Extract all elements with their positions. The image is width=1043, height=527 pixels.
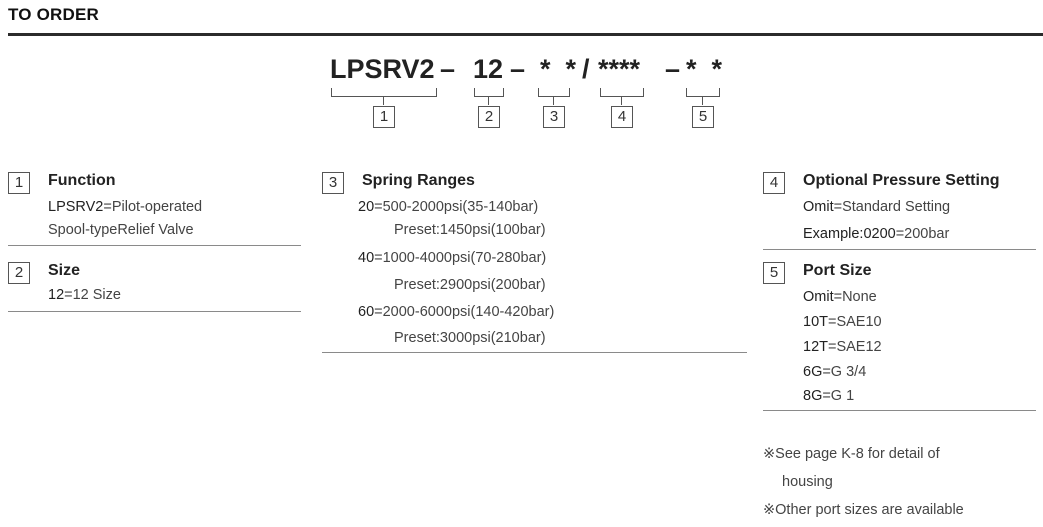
- bracket-1: [331, 88, 437, 97]
- pressure-marker: 4: [763, 172, 785, 194]
- bracket-stem-3: [553, 97, 554, 105]
- option-desc: =SAE10: [828, 314, 882, 330]
- option-code: 12: [48, 287, 65, 303]
- note-line-3: ※Other port sizes are available: [763, 502, 964, 518]
- pressure-divider: [763, 249, 1036, 250]
- option-desc: =G 1: [822, 388, 855, 404]
- spring-line-3: [358, 250, 546, 266]
- model-code-slash: /: [582, 54, 590, 84]
- bracket-stem-1: [383, 97, 384, 105]
- function-line-2: [48, 222, 194, 238]
- port-line-4: [803, 364, 866, 380]
- marker-4: 4: [611, 106, 633, 128]
- spring-line-1: [358, 199, 538, 215]
- model-code-part-5: * *: [686, 54, 723, 84]
- option-desc: =SAE12: [828, 339, 882, 355]
- bracket-5: [686, 88, 720, 97]
- port-marker: 5: [763, 262, 785, 284]
- model-code-part-4: ****: [598, 54, 641, 84]
- port-line-3: [803, 339, 882, 355]
- option-code: 20: [358, 199, 375, 215]
- model-code-sep-1: –: [440, 54, 456, 84]
- page-heading: TO ORDER: [8, 5, 100, 24]
- option-desc: =1000-4000psi(70-280bar): [374, 250, 547, 266]
- spring-divider: [322, 352, 747, 353]
- port-divider: [763, 410, 1036, 411]
- bracket-4: [600, 88, 644, 97]
- port-title: Port Size: [803, 262, 872, 279]
- size-divider: [8, 311, 301, 312]
- option-desc: =G 3/4: [822, 364, 867, 380]
- bracket-stem-2: [488, 97, 489, 105]
- function-divider: [8, 245, 301, 246]
- option-desc: Preset:2900psi(200bar): [394, 277, 546, 293]
- pressure-title: Optional Pressure Setting: [803, 172, 1000, 189]
- option-code: LPSRV2: [48, 199, 104, 215]
- option-desc: Preset:1450psi(100bar): [394, 222, 546, 238]
- marker-3: 3: [543, 106, 565, 128]
- option-code: 40: [358, 250, 375, 266]
- note-line-1: ※See page K-8 for detail of: [763, 446, 940, 462]
- spring-line-5: [358, 304, 554, 320]
- model-code-sep-3: –: [665, 54, 681, 84]
- marker-2: 2: [478, 106, 500, 128]
- bracket-3: [538, 88, 570, 97]
- function-marker: 1: [8, 172, 30, 194]
- port-line-5: [803, 388, 854, 404]
- option-desc: =Standard Setting: [833, 199, 951, 215]
- option-code: 6G: [803, 364, 823, 380]
- option-desc: =Pilot-operated: [103, 199, 203, 215]
- option-desc: =None: [833, 289, 877, 305]
- model-code-part-1: LPSRV2: [330, 54, 435, 84]
- option-desc: =12 Size: [64, 287, 121, 303]
- option-code: 12T: [803, 339, 828, 355]
- size-marker: 2: [8, 262, 30, 284]
- function-line-1: [48, 199, 202, 215]
- spring-title: Spring Ranges: [362, 172, 475, 189]
- model-code-part-2: 12: [473, 54, 504, 84]
- port-line-2: [803, 314, 882, 330]
- spring-line-6: [394, 330, 546, 346]
- model-code-sep-2: –: [510, 54, 526, 84]
- option-code: 8G: [803, 388, 823, 404]
- model-code-part-3: * *: [540, 54, 577, 84]
- option-code: 60: [358, 304, 375, 320]
- marker-5: 5: [692, 106, 714, 128]
- heading-rule: [8, 33, 1043, 36]
- option-code: 10T: [803, 314, 828, 330]
- size-line-1: [48, 287, 121, 303]
- bracket-2: [474, 88, 504, 97]
- option-desc: Spool-typeRelief Valve: [48, 222, 194, 238]
- spring-marker: 3: [322, 172, 344, 194]
- option-desc: =2000-6000psi(140-420bar): [374, 304, 555, 320]
- bracket-stem-5: [702, 97, 703, 105]
- bracket-stem-4: [621, 97, 622, 105]
- option-code: Omit: [803, 289, 834, 305]
- option-code: Example:0200: [803, 226, 896, 242]
- port-line-1: [803, 289, 877, 305]
- note-line-2: housing: [782, 474, 833, 490]
- option-desc: Preset:3000psi(210bar): [394, 330, 546, 346]
- pressure-line-2: [803, 226, 949, 242]
- size-title: Size: [48, 262, 81, 279]
- spring-line-4: [394, 277, 546, 293]
- function-title: Function: [48, 172, 116, 189]
- marker-1: 1: [373, 106, 395, 128]
- spring-line-2: [394, 222, 546, 238]
- option-desc: =500-2000psi(35-140bar): [374, 199, 539, 215]
- pressure-line-1: [803, 199, 950, 215]
- option-code: Omit: [803, 199, 834, 215]
- option-desc: =200bar: [895, 226, 950, 242]
